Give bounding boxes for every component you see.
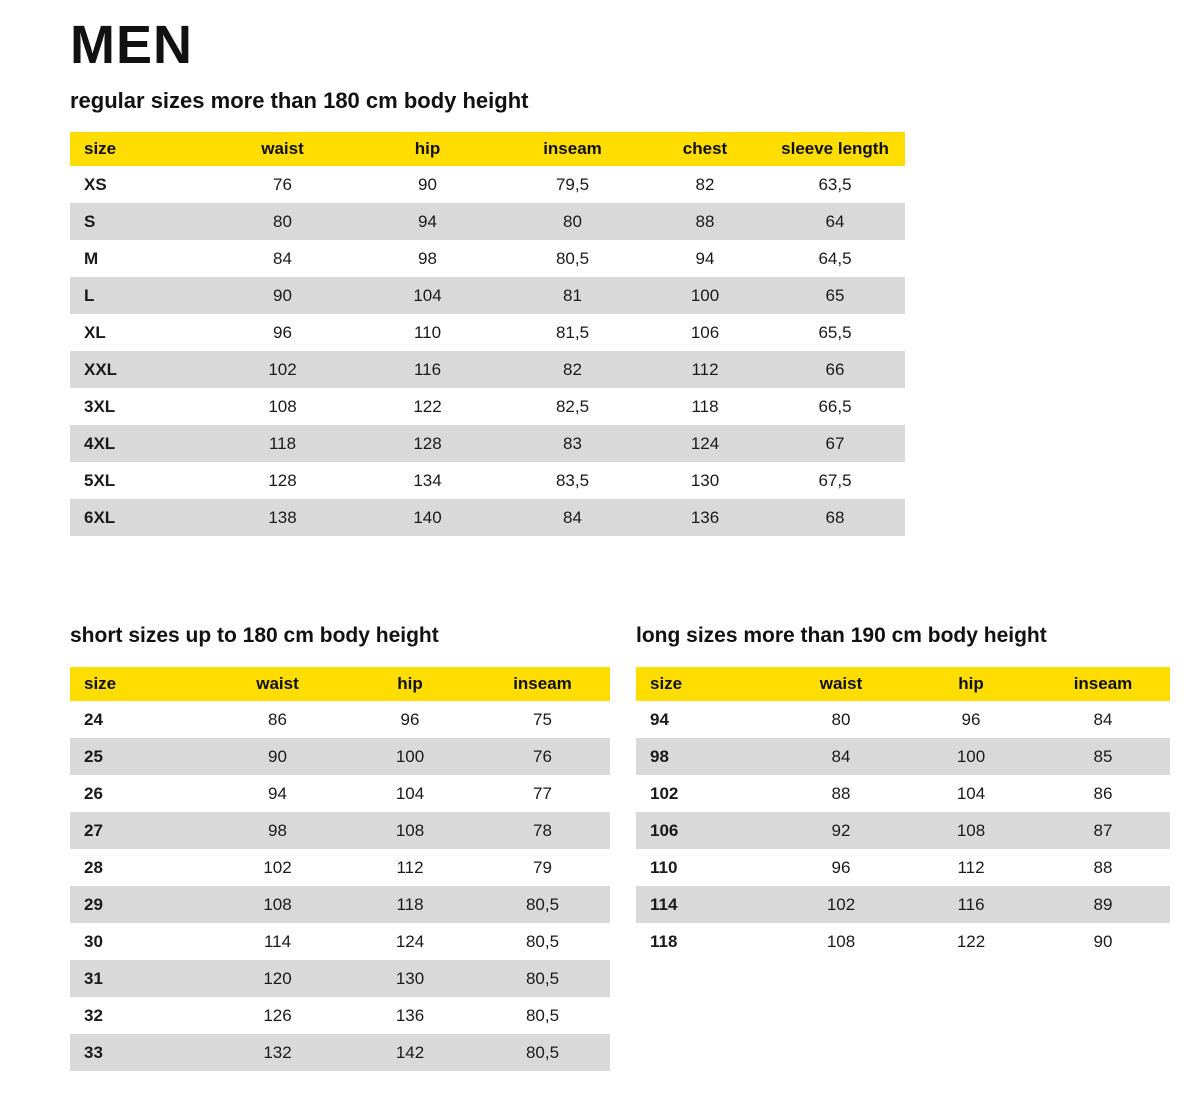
table-row [70, 1034, 610, 1071]
cell-value: 136 [395, 1005, 425, 1025]
cell-value: 108 [268, 396, 297, 416]
cell-size: 32 [84, 1005, 103, 1025]
table-row [636, 812, 1170, 849]
cell-value: 102 [263, 857, 292, 877]
table-row [636, 701, 1170, 738]
long-table-head [636, 667, 1170, 701]
cell-value: 120 [210, 960, 345, 997]
column-header-size: size [70, 667, 210, 701]
cell-value: 122 [413, 396, 442, 416]
column-header-inseam: inseam [475, 667, 610, 701]
cell-value: 80,5 [525, 1005, 560, 1025]
cell-value: 102 [210, 351, 355, 388]
cell-value: 92 [776, 812, 906, 849]
cell-value: 96 [400, 709, 420, 729]
table-row [70, 499, 905, 536]
cell-value: 64,5 [818, 248, 852, 268]
column-header-sleeve-length: sleeve length [765, 132, 905, 166]
cell-size: 118 [650, 931, 678, 951]
cell-value: 88 [1093, 857, 1113, 877]
cell-value: 102 [776, 886, 906, 923]
table-row [636, 849, 1170, 886]
table-row [70, 775, 610, 812]
cell-value: 80,5 [475, 1034, 610, 1071]
long-sizes-table-container [636, 667, 1170, 960]
short-sizes-table-container [70, 667, 610, 1071]
table-row [70, 166, 905, 203]
cell-value: 68 [765, 499, 905, 536]
short-sizes-heading: short sizes up to 180 cm body height [70, 624, 439, 647]
cell-value: 116 [355, 351, 500, 388]
cell-value: 84 [500, 499, 645, 536]
table-row [70, 886, 610, 923]
table-row [70, 701, 610, 738]
cell-value: 84 [1093, 709, 1113, 729]
cell-value: 67,5 [818, 470, 852, 490]
table-row [70, 425, 905, 462]
cell-value: 64 [765, 203, 905, 240]
cell-value: 86 [268, 709, 287, 729]
cell-value: 118 [345, 886, 475, 923]
cell-value: 132 [210, 1034, 345, 1071]
cell-size: 5XL [84, 470, 116, 490]
cell-value: 108 [345, 812, 475, 849]
cell-size: 27 [70, 812, 210, 849]
cell-value: 94 [355, 203, 500, 240]
column-header-size: size [636, 667, 776, 701]
cell-value: 90 [1093, 931, 1113, 951]
cell-value: 90 [210, 277, 355, 314]
table-row [70, 738, 610, 775]
page-title: MEN [70, 15, 193, 75]
cell-value: 138 [210, 499, 355, 536]
cell-value: 84 [273, 248, 292, 268]
cell-value: 100 [645, 277, 765, 314]
table-row [70, 240, 905, 277]
table-row [70, 351, 905, 388]
column-header-inseam: inseam [500, 132, 645, 166]
cell-size: 6XL [70, 499, 210, 536]
cell-size: 25 [70, 738, 210, 775]
cell-size: 94 [650, 709, 669, 729]
cell-value: 82,5 [555, 396, 590, 416]
table-row [636, 738, 1170, 775]
cell-value: 65,5 [818, 322, 852, 342]
table-row [70, 960, 610, 997]
cell-value: 78 [475, 812, 610, 849]
cell-value: 126 [263, 1005, 292, 1025]
cell-value: 100 [345, 738, 475, 775]
short-table-body [70, 701, 610, 1071]
cell-value: 85 [1036, 738, 1170, 775]
cell-size: 29 [70, 886, 210, 923]
cell-value: 104 [956, 783, 986, 803]
table-row [70, 277, 905, 314]
cell-value: 124 [645, 425, 765, 462]
long-table-body [636, 701, 1170, 960]
cell-value: 142 [345, 1034, 475, 1071]
cell-value: 80 [500, 203, 645, 240]
cell-size: 4XL [70, 425, 210, 462]
cell-value: 90 [210, 738, 345, 775]
cell-value: 124 [395, 931, 425, 951]
cell-size: 98 [636, 738, 776, 775]
short-table-head [70, 667, 610, 701]
short-sizes-table [70, 667, 610, 1071]
cell-size: 24 [84, 709, 103, 729]
cell-value: 89 [1036, 886, 1170, 923]
table-row [70, 923, 610, 960]
regular-table-head [70, 132, 905, 166]
cell-value: 80,5 [475, 886, 610, 923]
cell-value: 90 [418, 174, 437, 194]
cell-value: 82 [500, 351, 645, 388]
cell-size: 31 [70, 960, 210, 997]
cell-value: 80 [210, 203, 355, 240]
column-header-waist: waist [210, 667, 345, 701]
cell-value: 96 [961, 709, 981, 729]
cell-value: 83,5 [555, 470, 590, 490]
cell-value: 128 [268, 470, 297, 490]
cell-value: 66,5 [818, 396, 852, 416]
cell-value: 100 [906, 738, 1036, 775]
table-row [70, 314, 905, 351]
cell-value: 94 [268, 783, 287, 803]
cell-value: 108 [210, 886, 345, 923]
cell-value: 108 [906, 812, 1036, 849]
cell-value: 81 [500, 277, 645, 314]
cell-size: 30 [84, 931, 103, 951]
cell-value: 98 [418, 248, 437, 268]
cell-value: 104 [355, 277, 500, 314]
table-header-row [636, 667, 1170, 701]
cell-value: 96 [831, 857, 851, 877]
cell-size: M [84, 248, 99, 268]
cell-size: 28 [84, 857, 103, 877]
table-row [636, 886, 1170, 923]
cell-value: 75 [533, 709, 552, 729]
cell-size: 110 [650, 857, 678, 877]
cell-value: 82 [695, 174, 715, 194]
cell-value: 79 [533, 857, 552, 877]
cell-size: 102 [650, 783, 679, 803]
cell-value: 98 [210, 812, 345, 849]
cell-value: 87 [1036, 812, 1170, 849]
cell-value: 80,5 [555, 248, 590, 268]
cell-value: 136 [645, 499, 765, 536]
cell-value: 77 [533, 783, 552, 803]
cell-size: XXL [70, 351, 210, 388]
column-header-waist: waist [776, 667, 906, 701]
cell-value: 140 [355, 499, 500, 536]
cell-value: 80,5 [525, 931, 560, 951]
cell-value: 86 [1093, 783, 1113, 803]
cell-value: 106 [690, 322, 720, 342]
column-header-size: size [70, 132, 210, 166]
cell-value: 134 [413, 470, 442, 490]
regular-sizes-table-container [70, 132, 905, 536]
cell-size: XS [84, 174, 107, 194]
long-sizes-table [636, 667, 1170, 960]
cell-value: 130 [345, 960, 475, 997]
cell-value: 110 [413, 322, 442, 342]
cell-value: 128 [355, 425, 500, 462]
cell-size: L [70, 277, 210, 314]
cell-value: 65 [765, 277, 905, 314]
cell-value: 108 [826, 931, 856, 951]
cell-value: 67 [765, 425, 905, 462]
cell-size: 106 [636, 812, 776, 849]
cell-value: 76 [475, 738, 610, 775]
regular-sizes-table [70, 132, 905, 536]
cell-value: 84 [776, 738, 906, 775]
cell-value: 118 [210, 425, 355, 462]
long-sizes-heading: long sizes more than 190 cm body height [636, 624, 1047, 647]
table-row [636, 923, 1170, 960]
cell-value: 88 [831, 783, 851, 803]
cell-value: 80 [831, 709, 851, 729]
column-header-inseam: inseam [1036, 667, 1170, 701]
cell-value: 88 [645, 203, 765, 240]
table-row [70, 388, 905, 425]
cell-value: 81,5 [555, 322, 590, 342]
cell-value: 112 [396, 857, 424, 877]
cell-value: 83 [500, 425, 645, 462]
column-header-hip: hip [906, 667, 1036, 701]
cell-size: 3XL [84, 396, 116, 416]
column-header-hip: hip [355, 132, 500, 166]
cell-value: 112 [645, 351, 765, 388]
cell-value: 80,5 [475, 960, 610, 997]
table-row [636, 775, 1170, 812]
cell-value: 116 [906, 886, 1036, 923]
table-row [70, 203, 905, 240]
table-header-row [70, 132, 905, 166]
table-header-row [70, 667, 610, 701]
cell-value: 79,5 [555, 174, 590, 194]
cell-value: 94 [695, 248, 715, 268]
regular-table-body [70, 166, 905, 536]
table-row [70, 462, 905, 499]
column-header-hip: hip [345, 667, 475, 701]
cell-value: 112 [957, 857, 985, 877]
cell-value: 104 [395, 783, 425, 803]
cell-size: 33 [70, 1034, 210, 1071]
cell-value: 66 [765, 351, 905, 388]
cell-value: 118 [691, 396, 719, 416]
cell-size: S [70, 203, 210, 240]
page-subtitle: regular sizes more than 180 cm body height [70, 88, 529, 113]
cell-value: 114 [263, 931, 292, 951]
table-row [70, 812, 610, 849]
cell-size: 26 [84, 783, 103, 803]
cell-value: 122 [956, 931, 986, 951]
cell-value: 63,5 [818, 174, 852, 194]
cell-value: 130 [690, 470, 720, 490]
column-header-chest: chest [645, 132, 765, 166]
table-row [70, 849, 610, 886]
cell-size: 114 [636, 886, 776, 923]
table-row [70, 997, 610, 1034]
cell-value: 76 [273, 174, 292, 194]
cell-value: 96 [273, 322, 292, 342]
column-header-waist: waist [210, 132, 355, 166]
cell-size: XL [84, 322, 106, 342]
